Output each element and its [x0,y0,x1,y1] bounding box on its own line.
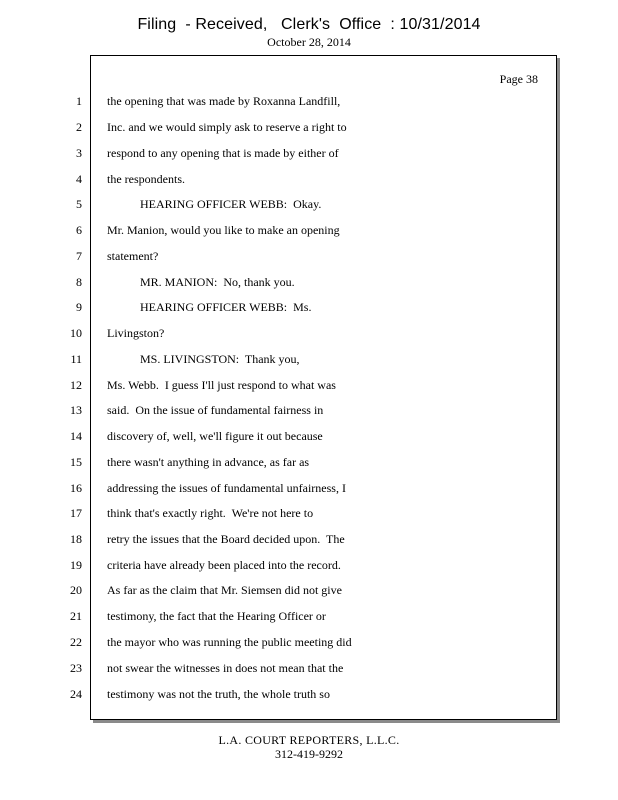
line-text: Mr. Manion, would you like to make an opening [107,223,340,237]
line-number: 17 [70,506,82,520]
line-text: think that's exactly right. We're not here to [107,506,314,520]
line-text: respond to any opening that is made by either of [107,146,339,160]
court-reporter-name: L.A. COURT REPORTERS, L.L.C. [218,733,400,747]
line-number: 11 [70,352,82,366]
line-text: HEARING OFFICER WEBB: Ms. [107,300,312,314]
line-number: 23 [70,661,82,675]
line-number: 3 [76,146,82,160]
line-text: Ms. Webb. I guess I'll just respond to what was [107,378,336,392]
line-text: testimony, the fact that the Hearing Officer or [107,609,326,623]
line-text: the respondents. [107,172,185,186]
line-text: Livingston? [107,326,165,340]
line-number: 21 [70,609,82,623]
line-text: there wasn't anything in advance, as far as [107,455,310,469]
line-number: 20 [70,583,82,597]
line-number: 5 [76,197,82,211]
line-text: criteria have already been placed into the record. [107,558,341,572]
line-text: Inc. and we would simply ask to reserve a right to [107,120,347,134]
line-number: 14 [70,429,82,443]
line-number: 4 [76,172,82,186]
line-text: retry the issues that the Board decided upon. The [107,532,345,546]
line-number: 13 [70,403,82,417]
line-number: 12 [70,378,82,392]
line-number: 18 [70,532,82,546]
line-text: the opening that was made by Roxanna Landfill, [107,94,341,108]
hearing-date: October 28, 2014 [267,35,351,49]
court-reporter-phone: 312-419-9292 [275,747,343,761]
line-number: 16 [70,481,82,495]
line-number: 1 [76,94,82,108]
line-number: 24 [70,687,82,701]
line-text: MR. MANION: No, thank you. [107,275,295,289]
line-text: not swear the witnesses in does not mean that the [107,661,344,675]
line-number: 2 [76,120,82,134]
line-number: 22 [70,635,82,649]
line-text: statement? [107,249,159,263]
line-text: HEARING OFFICER WEBB: Okay. [107,197,322,211]
filing-stamp: Filing - Received, Clerk's Office : 10/31/2014 [137,16,481,33]
line-number: 19 [70,558,82,572]
line-text: addressing the issues of fundamental unfairness, I [107,481,346,495]
line-number: 10 [70,326,82,340]
page-number: Page 38 [499,72,538,86]
line-text: said. On the issue of fundamental fairness in [107,403,324,417]
line-text: testimony was not the truth, the whole truth so [107,687,330,701]
line-text: the mayor who was running the public meeting did [107,635,352,649]
line-number: 6 [76,223,82,237]
line-text: MS. LIVINGSTON: Thank you, [107,352,300,366]
line-text: As far as the claim that Mr. Siemsen did not give [107,583,342,597]
line-text: discovery of, well, we'll figure it out because [107,429,323,443]
line-number: 9 [76,300,82,314]
line-number: 7 [76,249,82,263]
line-number: 8 [76,275,82,289]
line-number: 15 [70,455,82,469]
